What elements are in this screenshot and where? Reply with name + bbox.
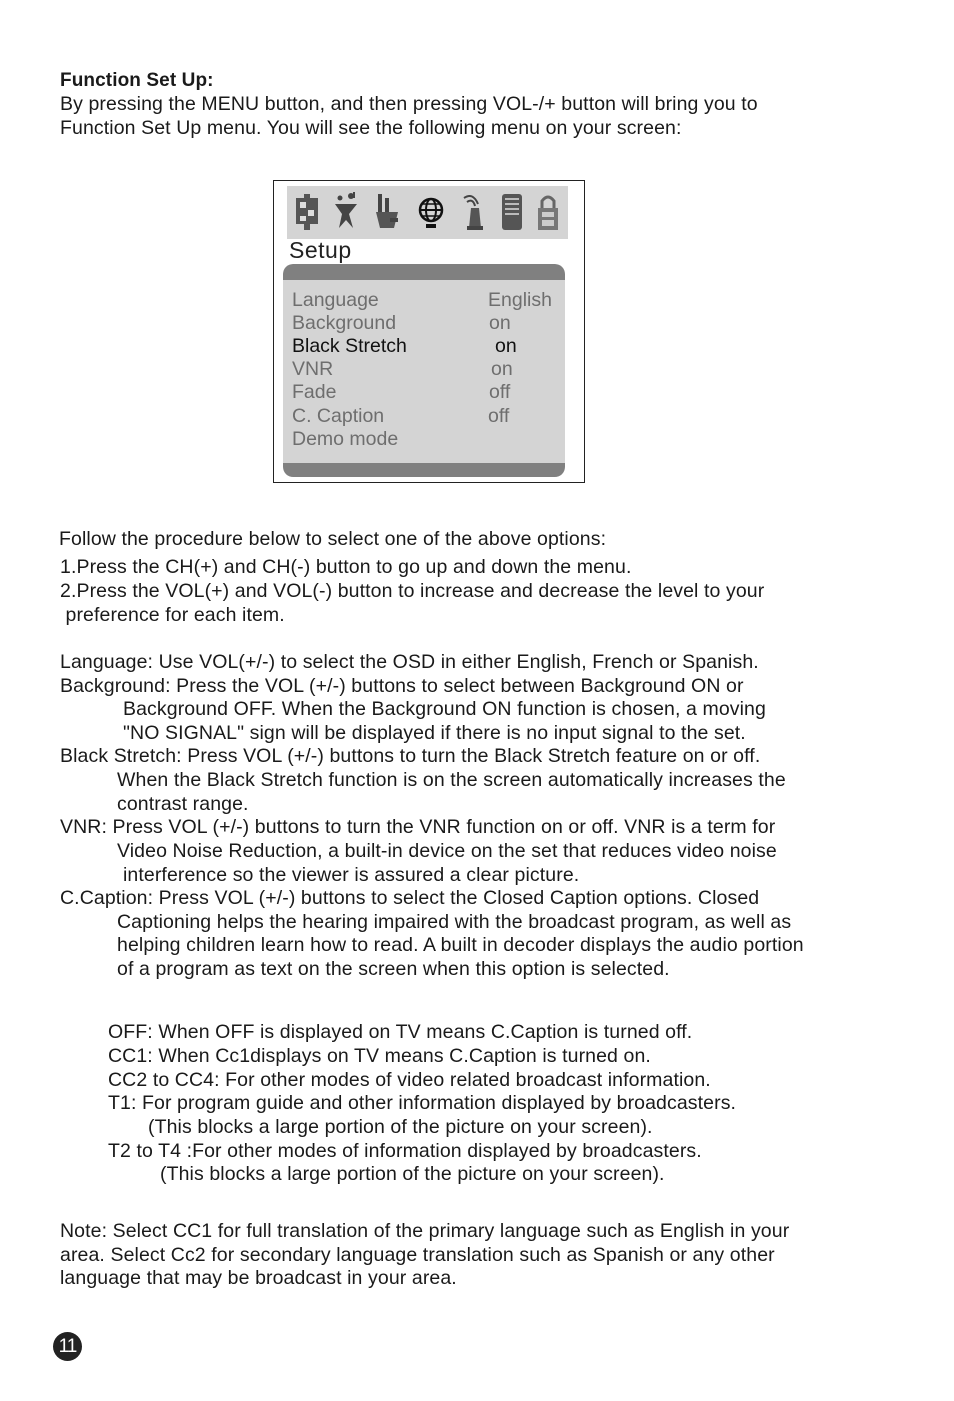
desc-c-caption: C.Caption: Press VOL (+/-) buttons to select the Closed Caption options. Closed [60,887,760,909]
lock-icon [533,190,563,234]
desc-language: Language: Use VOL(+/-) to select the OSD in either English, French or Spanish. [60,651,759,673]
procedure-intro: Follow the procedure below to select one of the above options: [59,528,607,550]
desc-c-caption: helping children learn how to read. A built in decoder displays the audio portion [117,934,804,956]
intro-line: Function Set Up menu. You will see the following menu on your screen: [60,117,682,139]
desc-black-stretch: When the Black Stretch function is on the screen automatically increases the [117,769,786,791]
osd-item-black-stretch: Black Stretch [292,335,407,357]
osd-item-language-value: English [488,289,552,311]
osd-item-background: Background [292,312,397,334]
note-line: area. Select Cc2 for secondary language translation such as Spanish or any other [60,1244,775,1266]
antenna-icon [459,190,489,234]
caption-mode-off: OFF: When OFF is displayed on TV means C.Caption is turned off. [108,1021,693,1043]
osd-item-fade: Fade [292,381,337,403]
desc-vnr: VNR: Press VOL (+/-) buttons to turn the VNR function on or off. VNR is a term for [60,816,776,838]
picture-icon [292,190,322,234]
osd-icon-bar [287,186,568,239]
desc-c-caption: Captioning helps the hearing impaired with the broadcast program, as well as [117,911,792,933]
procedure-step: 2.Press the VOL(+) and VOL(-) button to increase and decrease the level to your [60,580,765,602]
caption-mode-t2-t4-note: (This blocks a large portion of the picture on your screen). [160,1163,665,1185]
caption-mode-cc2-cc4: CC2 to CC4: For other modes of video related broadcast information. [108,1069,711,1091]
osd-item-fade-value: off [489,381,511,403]
caption-mode-cc1: CC1: When Cc1displays on TV means C.Caption is turned on. [108,1045,651,1067]
desc-background: "NO SIGNAL" sign will be displayed if there is no input signal to the set. [123,722,746,744]
timer-icon [372,190,402,234]
osd-panel-top-bar [283,264,565,280]
setup-globe-icon [416,190,446,234]
caption-mode-t1-note: (This blocks a large portion of the picture on your screen). [148,1116,653,1138]
desc-black-stretch: contrast range. [117,793,249,815]
desc-black-stretch: Black Stretch: Press VOL (+/-) buttons to turn the Black Stretch feature on or off. [60,745,761,767]
osd-item-language: Language [292,289,379,311]
osd-item-vnr-value: on [491,358,513,380]
osd-item-c-caption-value: off [488,405,510,427]
caption-mode-t1: T1: For program guide and other information displayed by broadcasters. [108,1092,737,1114]
osd-item-demo-mode: Demo mode [292,428,399,450]
channel-list-icon [497,190,527,234]
osd-item-black-stretch-value: on [495,335,517,357]
sound-icon [331,190,361,234]
desc-vnr: interference so the viewer is assured a clear picture. [123,864,580,886]
desc-background: Background OFF. When the Background ON function is chosen, a moving [123,698,766,720]
page-number-badge: 11 [53,1332,82,1361]
section-title: Function Set Up: [60,70,214,91]
note-line: language that may be broadcast in your area. [60,1267,457,1289]
osd-menu-title: Setup [289,237,352,263]
caption-mode-t2-t4: T2 to T4 :For other modes of information displayed by broadcasters. [108,1140,702,1162]
procedure-step: preference for each item. [60,604,285,626]
desc-vnr: Video Noise Reduction, a built-in device on the set that reduces video noise [117,840,777,862]
desc-background: Background: Press the VOL (+/-) buttons to select between Background ON or [60,675,744,697]
note-line: Note: Select CC1 for full translation of the primary language such as English in your [60,1220,790,1242]
osd-item-background-value: on [489,312,511,334]
osd-item-vnr: VNR [292,358,334,380]
intro-line: By pressing the MENU button, and then pressing VOL-/+ button will bring you to [60,93,758,115]
osd-panel-bottom-bar [283,463,565,477]
procedure-step: 1.Press the CH(+) and CH(-) button to go up and down the menu. [60,556,632,578]
desc-c-caption: of a program as text on the screen when this option is selected. [117,958,670,980]
osd-item-c-caption: C. Caption [292,405,385,427]
